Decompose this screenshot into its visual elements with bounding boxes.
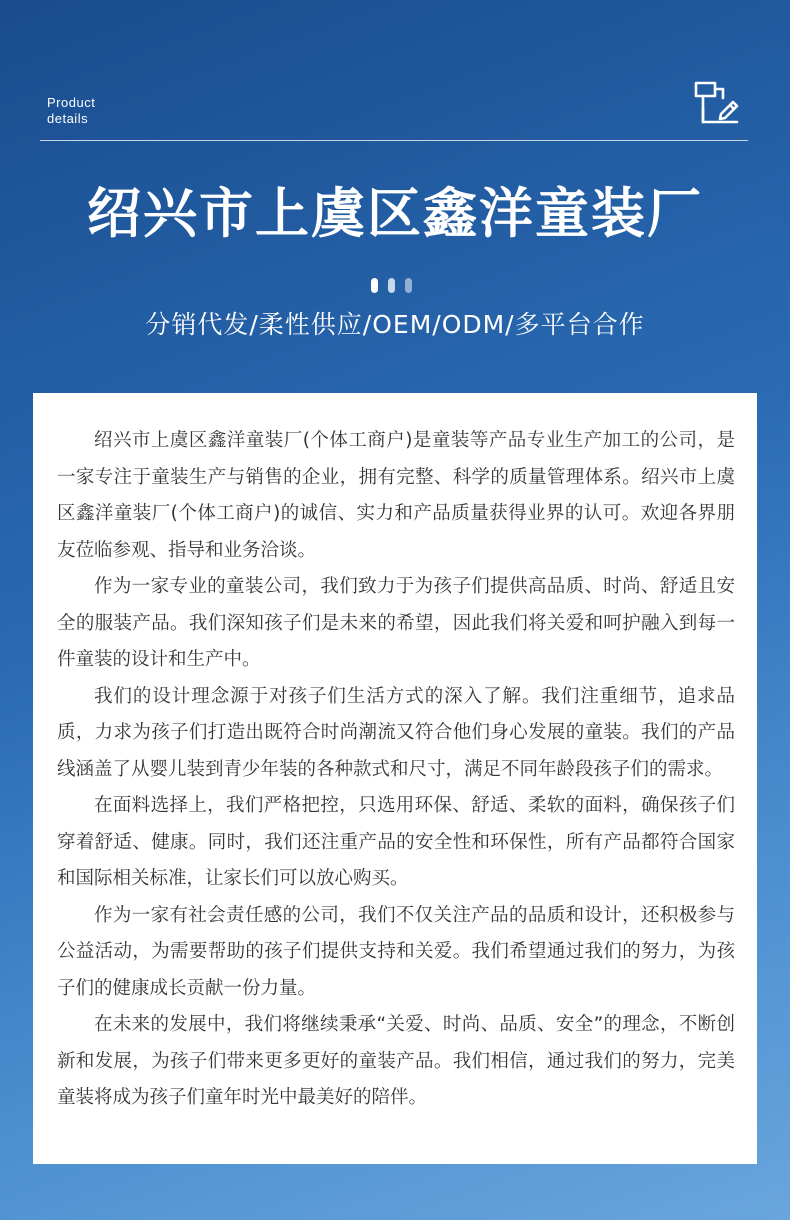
header-divider: [40, 140, 748, 141]
page-subtitle: 分销代发/柔性供应/OEM/ODM/多平台合作: [145, 310, 645, 339]
edit-document-icon: [693, 80, 741, 126]
paragraph-4: 在面料选择上，我们严格把控，只选用环保、舒适、柔软的面料，确保孩子们穿着舒适、健康。同时，我们还注重产品的安全性和环保性，所有产品都符合国家和国际相关标准，让家长们可以放心购买。: [57, 795, 735, 889]
dot-1: [371, 278, 378, 293]
paragraph-5: 作为一家有社会责任感的公司，我们不仅关注产品的品质和设计，还积极参与公益活动，为需要帮助的孩子们提供支持和关爱。我们希望通过我们的努力，为孩子们的健康成长贡献一份力量。: [57, 904, 735, 999]
description-card: [33, 393, 757, 1164]
product-details-label: [47, 95, 95, 127]
dot-2: [388, 278, 395, 293]
paragraph-3: 我们的设计理念源于对孩子们生活方式的深入了解。我们注重细节，追求品质，力求为孩子们打造出既符合时尚潮流又符合他们身心发展的童装。我们的产品线涵盖了从婴儿装到青少年装的各种款式和尺寸，满足不同年龄段孩子们的需求。: [57, 685, 735, 780]
decorative-dots: [371, 278, 412, 293]
paragraph-6: 在未来的发展中，我们将继续秉承“关爱、时尚、品质、安全”的理念，不断创新和发展，为孩子们带来更多更好的童装产品。我们相信，通过我们的努力，完美童装将成为孩子们童年时光中最美好的陪伴。: [57, 1014, 735, 1108]
dot-3: [405, 278, 412, 293]
page-title: 绍兴市上虞区鑫洋童装厂: [87, 182, 703, 245]
label-line-2: details: [47, 111, 89, 126]
label-line-1: Product: [47, 95, 96, 110]
paragraph-2: 作为一家专业的童装公司，我们致力于为孩子们提供高品质、时尚、舒适且安全的服装产品。我们深知孩子们是未来的希望，因此我们将关爱和呵护融入到每一件童装的设计和生产中。: [57, 576, 735, 670]
paragraph-1: 绍兴市上虞区鑫洋童装厂(个体工商户)是童装等产品专业生产加工的公司，是一家专注于童装生产与销售的企业，拥有完整、科学的质量管理体系。绍兴市上虞区鑫洋童装厂(个体工商户)的诚信、实力和产品质量获得业界的认可。欢迎各界朋友莅临参观、指导和业务洽谈。: [57, 430, 735, 561]
